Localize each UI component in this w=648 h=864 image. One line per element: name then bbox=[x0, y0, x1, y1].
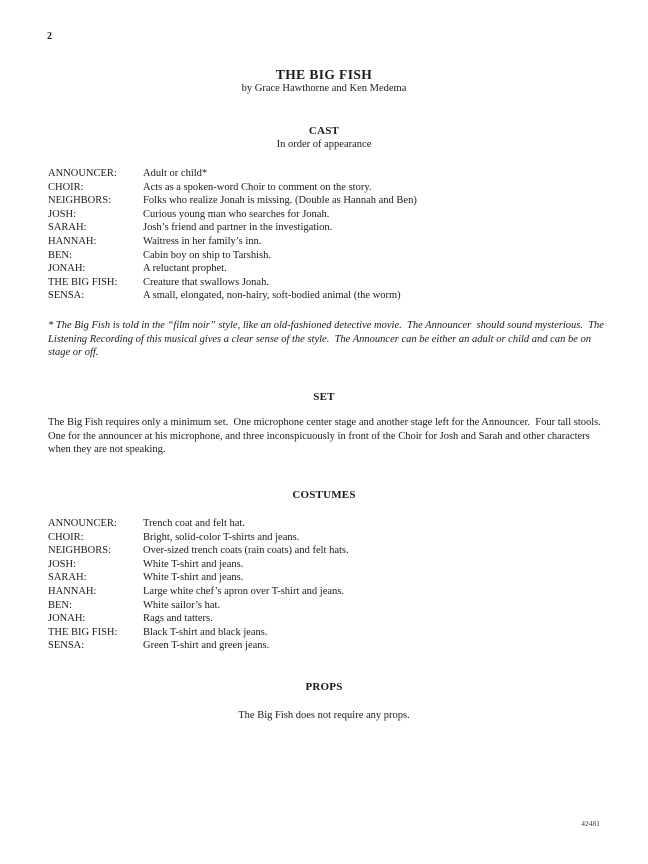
costume-description: Trench coat and felt hat. bbox=[143, 518, 245, 529]
costume-role: JOSH: bbox=[48, 558, 77, 570]
cast-role: SENSA: bbox=[48, 290, 85, 302]
costume-role: SARAH: bbox=[48, 572, 87, 584]
cast-role: NEIGHBORS: bbox=[48, 195, 112, 207]
costume-role: HANNAH: bbox=[48, 585, 97, 597]
cast-description: Cabin boy on ship to Tarshish. bbox=[143, 249, 271, 261]
costumes-list bbox=[48, 517, 605, 653]
cast-description: Adult or child* bbox=[143, 168, 208, 179]
cast-row bbox=[48, 181, 605, 195]
cast-row bbox=[48, 289, 605, 303]
costume-row bbox=[48, 531, 605, 545]
costume-role: BEN: bbox=[48, 599, 72, 611]
cast-description: Waitress in her family’s inn. bbox=[143, 235, 262, 247]
costume-role: CHOIR: bbox=[48, 531, 84, 543]
cast-role: BEN: bbox=[48, 249, 72, 261]
costumes-heading: COSTUMES bbox=[292, 489, 356, 501]
costume-row bbox=[48, 599, 605, 613]
costume-description: Bright, solid-color T-shirts and jeans. bbox=[143, 531, 300, 543]
cast-description: A small, elongated, non-hairy, soft-bodied animal (the worm) bbox=[143, 290, 401, 302]
cast-description: A reluctant prophet. bbox=[143, 263, 227, 275]
cast-row bbox=[48, 208, 605, 222]
cast-list bbox=[48, 167, 605, 303]
costume-row bbox=[48, 612, 605, 626]
costume-row bbox=[48, 626, 605, 640]
title-block bbox=[0, 67, 648, 96]
costume-description: White sailor’s hat. bbox=[143, 599, 221, 611]
props-paragraph: The Big Fish does not require any props. bbox=[238, 710, 410, 721]
cast-description: Josh’s friend and partner in the investigation. bbox=[143, 222, 333, 234]
costume-description: White T-shirt and jeans. bbox=[143, 558, 244, 570]
costume-row bbox=[48, 558, 605, 572]
costume-description: Large white chef’s apron over T-shirt and jeans. bbox=[143, 585, 344, 597]
cast-row bbox=[48, 262, 605, 276]
costume-role: ANNOUNCER: bbox=[48, 518, 117, 529]
cast-role: HANNAH: bbox=[48, 235, 97, 247]
cast-role: ANNOUNCER: bbox=[48, 168, 117, 179]
cast-footnote: * The Big Fish is told in the “film noir” style, like an old-fashioned detective movie. The Announcer should sound mysterious. The Listening Recording of this musical gives a clear sense of the style. The Announcer can be either an adult or child and can be on stage or off. bbox=[48, 320, 607, 359]
costume-row bbox=[48, 571, 605, 585]
props-heading: PROPS bbox=[305, 681, 343, 693]
costume-description: Over-sized trench coats (rain coats) and felt hats. bbox=[143, 545, 349, 557]
costume-description: Green T-shirt and green jeans. bbox=[143, 640, 270, 652]
costume-role: NEIGHBORS: bbox=[48, 545, 112, 557]
costume-role: SENSA: bbox=[48, 640, 85, 652]
cast-role: CHOIR: bbox=[48, 181, 84, 193]
set-heading: SET bbox=[313, 391, 335, 403]
cast-subheading: In order of appearance bbox=[276, 139, 372, 150]
document-title: THE BIG FISH bbox=[275, 67, 373, 82]
cast-description: Acts as a spoken-word Choir to comment on the story. bbox=[143, 181, 372, 193]
cast-description: Creature that swallows Jonah. bbox=[143, 276, 269, 288]
cast-row bbox=[48, 221, 605, 235]
cast-description: Folks who realize Jonah is missing. (Double as Hannah and Ben) bbox=[143, 195, 417, 207]
set-paragraph: The Big Fish requires only a minimum set. One microphone center stage and another stage left for the Announcer. Four tall stools. One for the announcer at his microphone, and three inconspicuously in front of the Choir for Josh and Sarah and other characters when they are not speaking. bbox=[48, 417, 607, 456]
costume-row bbox=[48, 585, 605, 599]
catalog-number: 42481 bbox=[581, 819, 600, 828]
cast-description: Curious young man who searches for Jonah. bbox=[143, 208, 330, 220]
document-byline: by Grace Hawthorne and Ken Medema bbox=[241, 83, 407, 94]
costume-description: White T-shirt and jeans. bbox=[143, 572, 244, 584]
costume-description: Rags and tatters. bbox=[143, 613, 213, 625]
cast-role: JOSH: bbox=[48, 208, 77, 220]
page-number: 2 bbox=[47, 31, 52, 42]
costume-row bbox=[48, 517, 605, 531]
costume-role: JONAH: bbox=[48, 613, 86, 625]
cast-row bbox=[48, 194, 605, 208]
cast-row bbox=[48, 249, 605, 263]
costume-role: THE BIG FISH: bbox=[48, 626, 118, 638]
cast-heading: CAST bbox=[308, 125, 340, 137]
costume-row bbox=[48, 544, 605, 558]
costume-row bbox=[48, 639, 605, 653]
costume-description: Black T-shirt and black jeans. bbox=[143, 626, 268, 638]
cast-role: SARAH: bbox=[48, 222, 87, 234]
cast-row bbox=[48, 235, 605, 249]
cast-row bbox=[48, 276, 605, 290]
cast-role: THE BIG FISH: bbox=[48, 276, 118, 288]
cast-role: JONAH: bbox=[48, 263, 86, 275]
cast-row bbox=[48, 167, 605, 181]
